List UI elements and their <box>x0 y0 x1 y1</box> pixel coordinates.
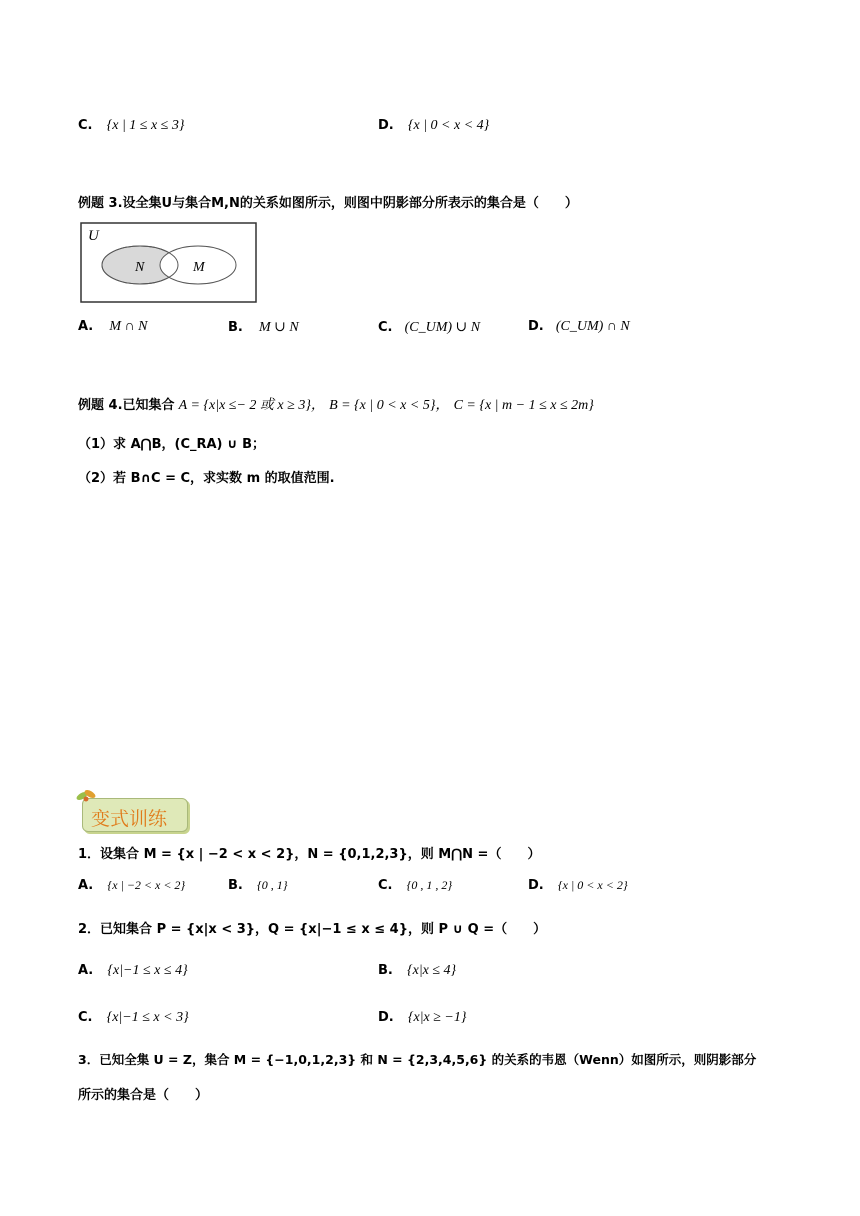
exercise2-stem: 2．已知集合 P = {x|x < 3}，Q = {x|−1 ≤ x ≤ 4}，则 P ∪ Q =（ ） <box>78 922 547 937</box>
option-label: D. <box>378 118 394 133</box>
option-d <box>378 118 489 134</box>
example3-stem: 设全集U与集合M,N的关系如图所示，则图中阴影部分所表示的集合是（ ） <box>122 196 578 211</box>
example3-option-c <box>378 319 480 336</box>
option-label: D. <box>378 1010 394 1025</box>
exercise3-stem-line1: 3．已知全集 U = Z，集合 M = {−1,0,1,2,3} 和 N = {2,3,4,5,6} 的关系的韦恩（Wenn）如图所示，则阴影部分 <box>78 1052 757 1067</box>
option-text: {0 , 1} <box>257 878 288 892</box>
set-m-label: M <box>193 260 205 275</box>
option-text: {x|x ≤ 4} <box>407 963 457 978</box>
universe-label: U <box>88 228 99 244</box>
example4-stem: 已知集合 <box>122 398 175 413</box>
exercise1-stem: 1．设集合 M = {x | −2 < x < 2}，N = {0,1,2,3}，则 M⋂N =（ ） <box>78 847 541 862</box>
option-label: B. <box>378 963 393 978</box>
exercise1-option-c <box>378 878 452 893</box>
example3-question <box>78 192 578 211</box>
exercise1-option-b <box>228 878 288 893</box>
section-badge-label: 变式训练 <box>91 808 168 830</box>
option-text: (C_UM) ∪ N <box>404 320 481 335</box>
exercise2-option-d <box>378 1010 466 1026</box>
option-label: A. <box>78 878 94 893</box>
option-label: C. <box>78 1010 93 1025</box>
option-text: {x | −2 < x < 2} <box>107 878 186 892</box>
example3-option-b <box>228 319 299 336</box>
option-text: {x|x ≥ −1} <box>407 1010 467 1025</box>
exercise1-option-d <box>528 878 628 893</box>
option-text: {x | 1 ≤ x ≤ 3} <box>106 118 185 133</box>
example3-option-d <box>528 319 630 335</box>
option-label: A. <box>78 963 94 978</box>
example4-title: 例题 4. <box>78 398 123 413</box>
example4-part1: （1）求 A⋂B，(C_RA) ∪ B； <box>78 437 266 452</box>
option-text: {x|−1 ≤ x < 3} <box>106 1010 189 1025</box>
set-a: A = {x|x ≤− 2 或 x ≥ 3}， <box>178 398 325 413</box>
example3-option-a <box>78 319 148 335</box>
exercise1-option-a <box>78 878 185 893</box>
exercise2-option-a <box>78 963 188 979</box>
example4-question <box>78 394 594 414</box>
option-label: D. <box>528 319 544 334</box>
option-text: (C_UM) ∩ N <box>555 319 630 334</box>
venn-diagram <box>80 222 258 304</box>
set-b: B = {x | 0 < x < 5}， <box>329 398 450 413</box>
option-text: M ∪ N <box>259 320 299 335</box>
option-label: C. <box>378 320 393 335</box>
exercise2-option-b <box>378 963 456 979</box>
option-text: {x | 0 < x < 2} <box>557 878 628 892</box>
option-label: D. <box>528 878 544 893</box>
leaf-icon <box>74 786 100 806</box>
option-label: C. <box>378 878 393 893</box>
option-text: {0 , 1 , 2} <box>406 878 453 892</box>
option-label: B. <box>228 878 243 893</box>
set-c: C = {x | m − 1 ≤ x ≤ 2m} <box>453 398 594 413</box>
option-text: {x | 0 < x < 4} <box>407 118 490 133</box>
exercise2-option-c <box>78 1010 189 1026</box>
option-c <box>78 118 184 134</box>
option-text: {x|−1 ≤ x ≤ 4} <box>107 963 188 978</box>
option-label: A. <box>78 319 94 334</box>
option-label: B. <box>228 320 243 335</box>
example4-part2: （2）若 B∩C = C，求实数 m 的取值范围. <box>78 471 335 486</box>
set-n-label: N <box>135 260 145 275</box>
option-text: M ∩ N <box>109 319 148 334</box>
exercise3-stem-line2: 所示的集合是（ ） <box>78 1088 209 1103</box>
option-label: C. <box>78 118 93 133</box>
example3-title: 例题 3. <box>78 196 123 211</box>
